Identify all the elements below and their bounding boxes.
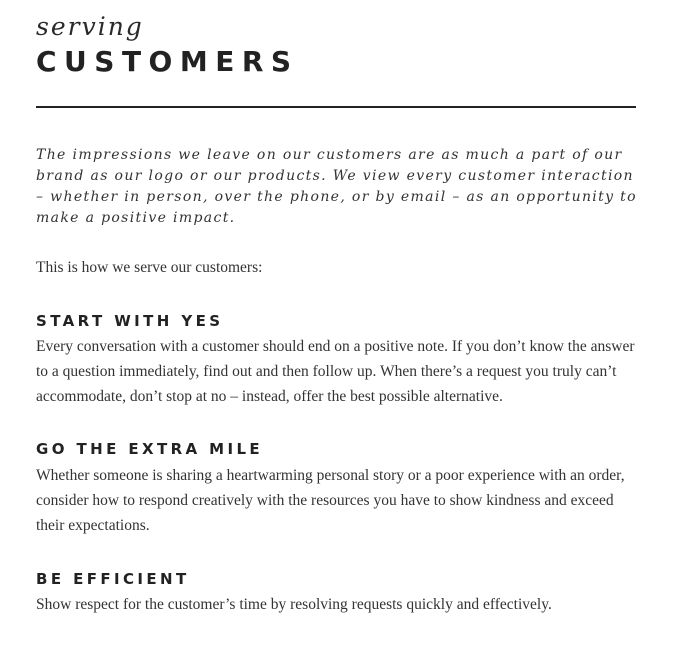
intro-paragraph: The impressions we leave on our customers are as much a part of our brand as our logo or our products. We view every customer interaction – whether in person, over the phone, or by email – as an opportunity to make a positive impact.: [36, 147, 637, 226]
page-title: CUSTOMERS: [36, 45, 299, 78]
title-divider: [36, 106, 636, 108]
section-heading-go-the-extra-mile: GO THE EXTRA MILE: [36, 440, 264, 458]
section-heading-be-efficient: BE EFFICIENT: [36, 570, 190, 588]
section-body-go-the-extra-mile: Whether someone is sharing a heartwarming personal story or a poor experience with an order, consider how to respond creatively with the resources you have to show kindness and exceed their expectations.: [36, 467, 625, 534]
section-body-be-efficient: Show respect for the customer’s time by resolving requests quickly and effectively.: [36, 596, 552, 613]
section-heading-start-with-yes: START WITH YES: [36, 312, 224, 330]
section-body-start-with-yes: Every conversation with a customer should end on a positive note. If you don’t know the answer to a question immediately, find out and then follow up. When there’s a request you truly can’t accommodate, don’t stop at no – instead, offer the best possible alternative.: [36, 338, 635, 405]
page-kicker: serving: [36, 12, 144, 41]
lead-sentence: This is how we serve our customers:: [36, 259, 263, 276]
